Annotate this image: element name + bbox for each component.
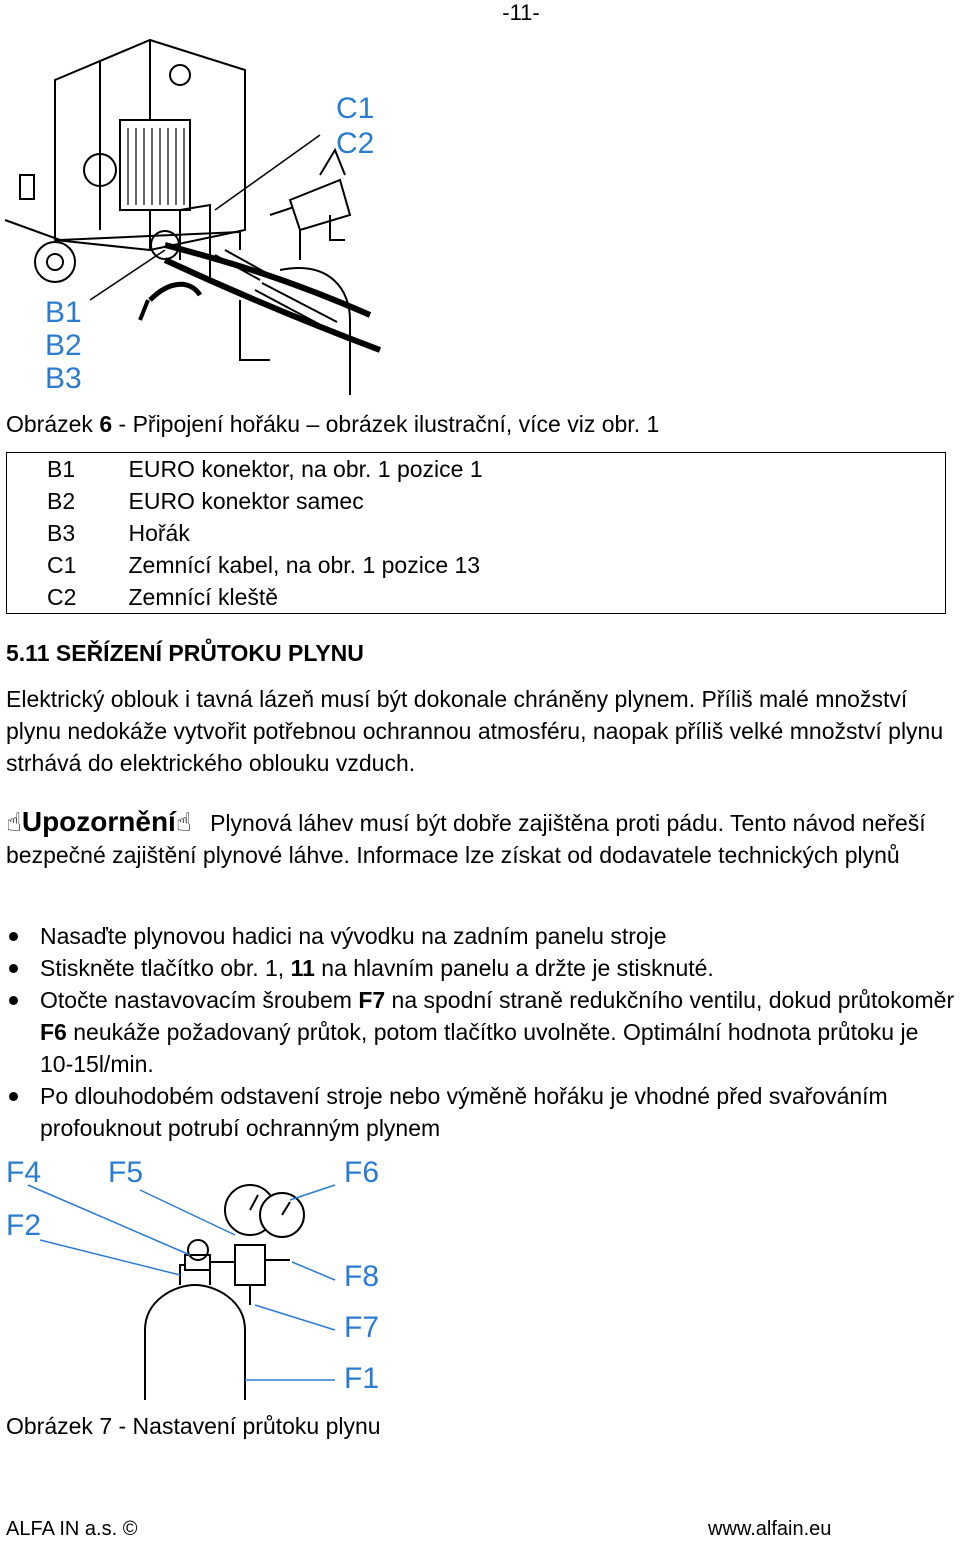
figure-7-caption: Obrázek 7 - Nastavení průtoku plynu (6, 1413, 381, 1439)
table-row: B1 EURO konektor, na obr. 1 pozice 1 (47, 456, 483, 482)
label-f4: F4 (6, 1156, 42, 1189)
pointing-hand-icon: ☝ (175, 807, 192, 837)
list-item: Otočte nastavovacím šroubem F7 na spodní straně redukčního ventilu, dokud průtokoměr F6 neukáže požadovaný průtok, potom tlačítko uvolněte. Optimální hodnota průtoku je 10-15l/min. (0, 984, 955, 1080)
label-c1: C1 (336, 92, 375, 125)
label-f7: F7 (344, 1311, 380, 1344)
label-b3: B3 (45, 362, 82, 395)
table-row: B3 Hořák (47, 520, 190, 546)
footer-website-link[interactable]: www.alfain.eu (708, 1518, 832, 1540)
label-f1: F1 (344, 1362, 380, 1395)
section-heading: 5.11 SEŘÍZENÍ PRŮTOKU PLYNU (6, 640, 364, 666)
bullet-icon (9, 932, 18, 941)
instruction-list (0, 920, 955, 1144)
label-b1: B1 (45, 296, 82, 329)
bullet-icon (9, 1092, 18, 1101)
label-f5: F5 (108, 1156, 144, 1189)
list-item: Nasaďte plynovou hadici na vývodku na zadním panelu stroje (0, 920, 955, 952)
label-f6: F6 (344, 1156, 380, 1189)
table-row: B2 EURO konektor samec (47, 488, 364, 514)
warning-title: Upozornění (21, 806, 176, 837)
list-item: Po dlouhodobém odstavení stroje nebo výměně hořáku je vhodné před svařováním profouknout potrubí ochranným plynem (0, 1080, 955, 1144)
table-row: C1 Zemnící kabel, na obr. 1 pozice 13 (47, 552, 481, 578)
list-item: Stiskněte tlačítko obr. 1, 11 na hlavním panelu a držte je stisknuté. (0, 952, 955, 984)
bullet-icon (9, 996, 18, 1005)
figure-6-illustration (0, 0, 960, 410)
intro-paragraph: Elektrický oblouk i tavná lázeň musí být dokonale chráněny plynem. Příliš malé množství plynu nedokáže vytvořit potřebnou ochrannou atmosféru, naopak příliš velké množství plynu strhává do elektrického oblouku vzduch. (6, 686, 944, 776)
warning-paragraph (6, 806, 956, 871)
warning-text: Plynová láhev musí být dobře zajištěna proti pádu. Tento návod neřeší bezpečné zajištění plynové láhve. Informace lze získat od dodavatele technických plynů (6, 810, 926, 868)
label-c2: C2 (336, 127, 375, 160)
legend-table (6, 452, 946, 614)
table-row: C2 Zemnící kleště (47, 584, 279, 610)
bullet-icon (9, 964, 18, 973)
figure-6-caption: Obrázek 6 - Připojení hořáku – obrázek ilustrační, více viz obr. 1 (6, 411, 660, 437)
page-number: -11- (502, 0, 540, 25)
label-f8: F8 (344, 1260, 380, 1293)
label-f2: F2 (6, 1209, 42, 1242)
footer-company: ALFA IN a.s. © (6, 1518, 138, 1540)
label-b2: B2 (45, 329, 82, 362)
pointing-hand-icon: ☝ (6, 807, 22, 837)
